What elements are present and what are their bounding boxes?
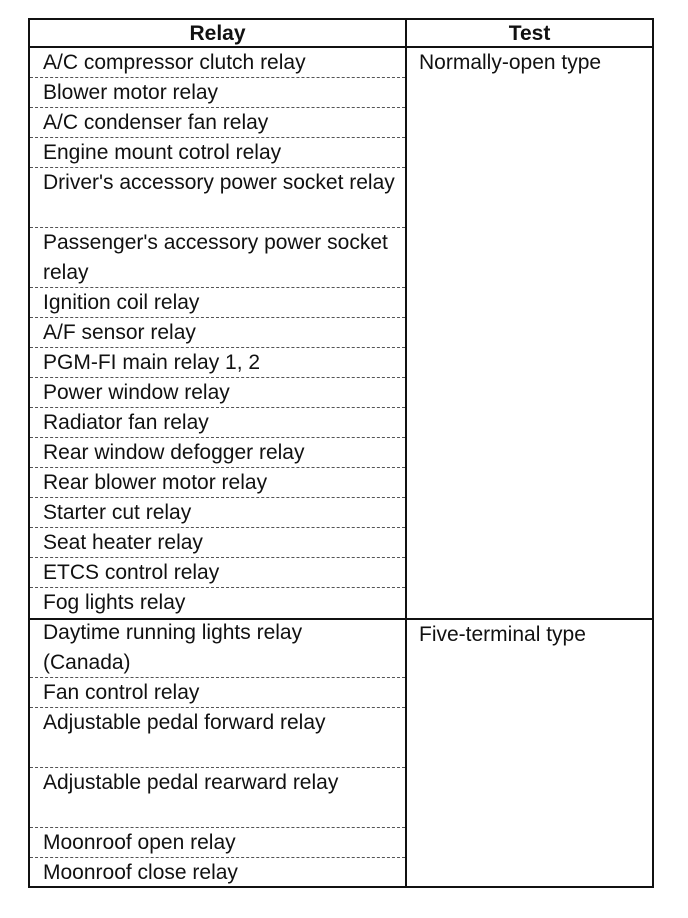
table-row: Fan control relay [30, 678, 405, 708]
test-normally-open: Normally-open type [419, 51, 602, 74]
table-row: A/F sensor relay [30, 318, 405, 348]
table-row: Adjustable pedal rearward relay [30, 768, 405, 828]
table-row: Rear blower motor relay [30, 468, 405, 498]
header-relay: Relay [189, 22, 246, 45]
table-row: Moonroof open relay [30, 828, 405, 858]
table-header [30, 20, 652, 48]
table-row: Starter cut relay [30, 498, 405, 528]
table-row: Rear window defogger relay [30, 438, 405, 468]
header-test: Test [508, 22, 551, 45]
table-row: Power window relay [30, 378, 405, 408]
table-row: Fog lights relay [43, 591, 186, 614]
test-five-terminal: Five-terminal type [407, 618, 652, 886]
table-row: Passenger's accessory power socket relay [30, 228, 405, 288]
table-row: Daytime running lights relay (Canada) [30, 618, 405, 678]
table-row: Radiator fan relay [30, 408, 405, 438]
table-row: Ignition coil relay [30, 288, 405, 318]
relay-test-table [28, 18, 654, 888]
table-row: Driver's accessory power socket relay [30, 168, 405, 228]
table-row: Seat heater relay [30, 528, 405, 558]
table-row: Blower motor relay [30, 78, 405, 108]
table-row: PGM-FI main relay 1, 2 [30, 348, 405, 378]
group-divider [30, 618, 405, 620]
table-row: Engine mount cotrol relay [30, 138, 405, 168]
table-row: A/C condenser fan relay [30, 108, 405, 138]
table-row: Moonroof close relay [43, 861, 238, 884]
table-row: Adjustable pedal forward relay [30, 708, 405, 768]
table-row: A/C compressor clutch relay [30, 48, 405, 78]
relay-column [30, 48, 405, 888]
table-row: ETCS control relay [30, 558, 405, 588]
